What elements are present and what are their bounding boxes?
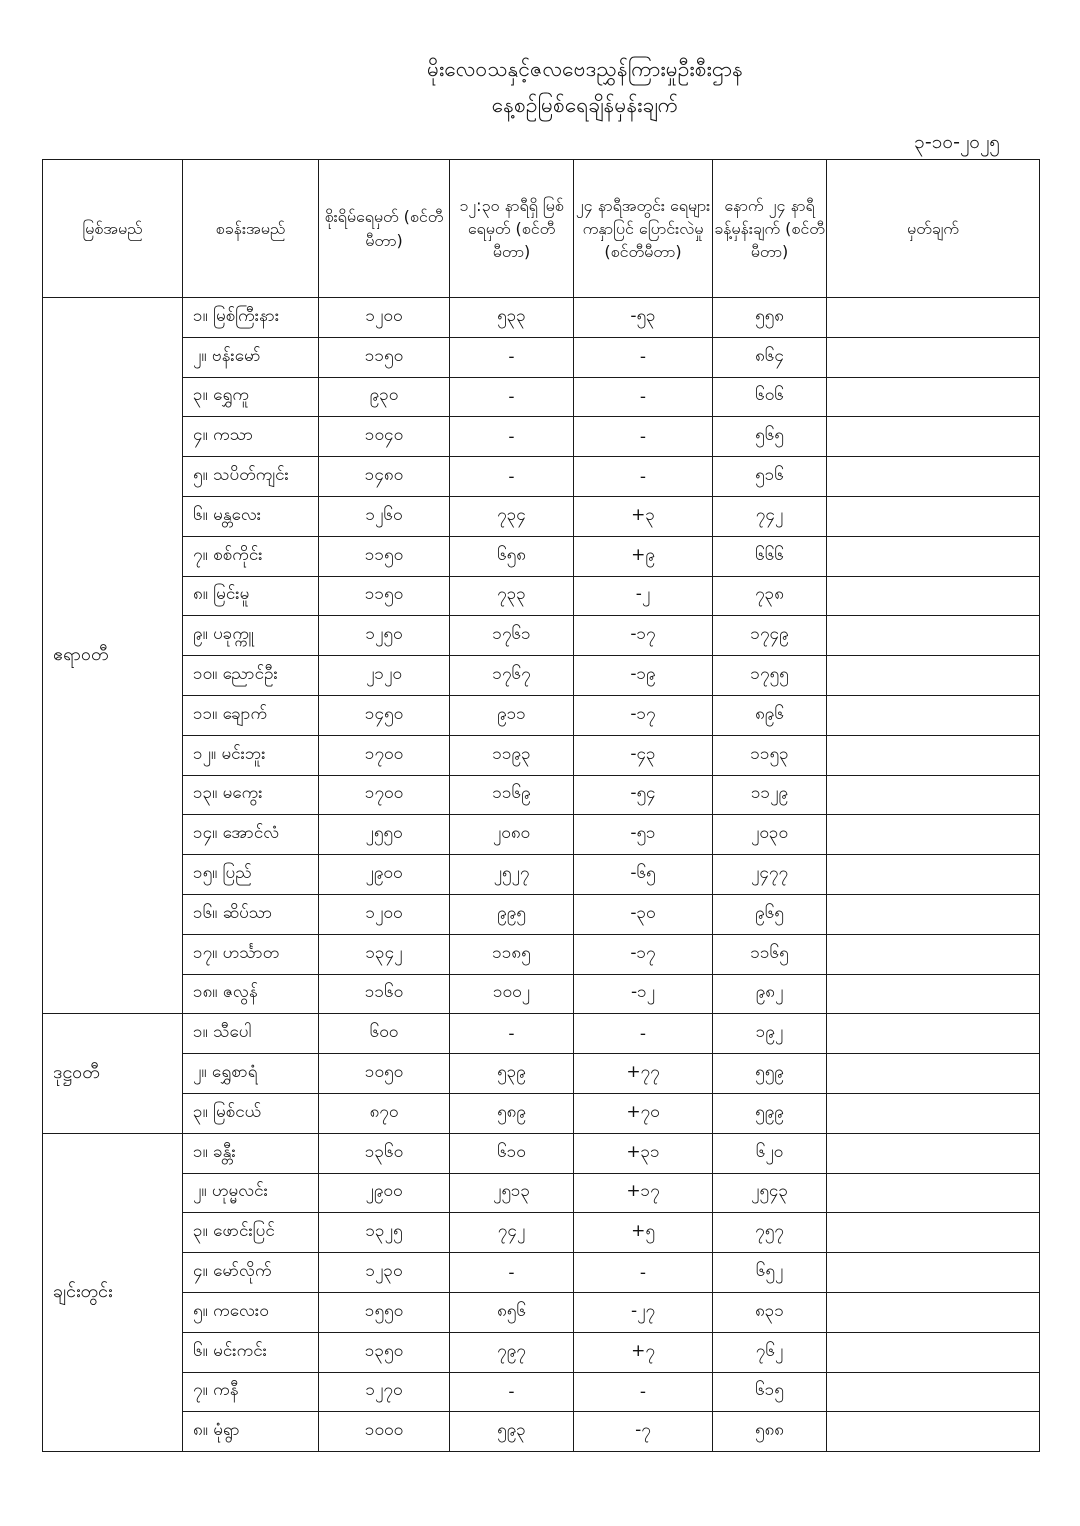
station-name: ၅။ သပိတ်ကျင်း xyxy=(183,457,319,497)
danger-level: ၈၇၀ xyxy=(319,1093,450,1133)
danger-level: ၁၂၆၀ xyxy=(319,496,450,536)
table-row xyxy=(43,1372,1040,1412)
table-row xyxy=(43,894,1040,934)
table-row xyxy=(43,1332,1040,1372)
station-name: ၁၆။ ဆိပ်သာ xyxy=(183,894,319,934)
level-change: -၂၇ xyxy=(574,1292,713,1332)
river-name: ဧရာဝတီ xyxy=(43,298,183,1014)
current-level: ၁၀၀၂ xyxy=(450,974,574,1014)
danger-level: ၁၇၀၀ xyxy=(319,735,450,775)
level-change: -၇ xyxy=(574,1412,713,1452)
danger-level: ၁၁၅၀ xyxy=(319,536,450,576)
current-level: ၅၃၃ xyxy=(450,298,574,338)
forecast-level: ၅၉၉ xyxy=(713,1093,827,1133)
level-change: -၅၃ xyxy=(574,298,713,338)
remark-cell xyxy=(827,735,1040,775)
station-name: ၁၁။ ချောက် xyxy=(183,695,319,735)
level-change: +၅ xyxy=(574,1213,713,1253)
level-change: - xyxy=(574,1014,713,1054)
remark-cell xyxy=(827,1292,1040,1332)
forecast-level: ၆၆၆ xyxy=(713,536,827,576)
forecast-level: ၅၆၅ xyxy=(713,417,827,457)
table-row xyxy=(43,496,1040,536)
station-name: ၁၈။ ဇလွန် xyxy=(183,974,319,1014)
forecast-level: ၉၆၅ xyxy=(713,894,827,934)
danger-level: ၁၄၅၀ xyxy=(319,695,450,735)
current-level: ၇၄၂ xyxy=(450,1213,574,1253)
station-name: ၁၂။ မင်းဘူး xyxy=(183,735,319,775)
forecast-level: ၆၅၂ xyxy=(713,1253,827,1293)
remark-cell xyxy=(827,934,1040,974)
table-row xyxy=(43,576,1040,616)
forecast-level: ၈၃၁ xyxy=(713,1292,827,1332)
table-row xyxy=(43,934,1040,974)
current-level: ၁၇၆၁ xyxy=(450,616,574,656)
remark-cell xyxy=(827,377,1040,417)
remark-cell xyxy=(827,1412,1040,1452)
river-name: ချင်းတွင်း xyxy=(43,1133,183,1451)
table-row xyxy=(43,298,1040,338)
current-level: - xyxy=(450,1014,574,1054)
col-header-river: မြစ်အမည် xyxy=(43,160,183,298)
current-level: ၁၁၉၃ xyxy=(450,735,574,775)
level-change: +၉ xyxy=(574,536,713,576)
remark-cell xyxy=(827,298,1040,338)
danger-level: ၁၂၀၀ xyxy=(319,894,450,934)
col-header-danger-level: စိုးရိမ်ရေမှတ် (စင်တီမီတာ) xyxy=(319,160,450,298)
station-name: ၃။ ရွှေကူ xyxy=(183,377,319,417)
station-name: ၂။ ဗန်းမော် xyxy=(183,337,319,377)
table-row xyxy=(43,616,1040,656)
danger-level: ၁၁၅၀ xyxy=(319,337,450,377)
station-name: ၁၄။ အောင်လံ xyxy=(183,815,319,855)
col-header-current-level: ၁၂:၃၀ နာရီရှိ မြစ်ရေမှတ် (စင်တီမီတာ) xyxy=(450,160,574,298)
danger-level: ၁၂၅၀ xyxy=(319,616,450,656)
danger-level: ၁၀၅၀ xyxy=(319,1054,450,1094)
station-name: ၇။ ကနီ xyxy=(183,1372,319,1412)
remark-cell xyxy=(827,695,1040,735)
remark-cell xyxy=(827,1054,1040,1094)
forecast-level: ၂၄၇၇ xyxy=(713,855,827,895)
current-level: ၅၉၃ xyxy=(450,1412,574,1452)
col-header-forecast: နောက် ၂၄ နာရီ ခန့်မှန်းချက် (စင်တီမီတာ) xyxy=(713,160,827,298)
station-name: ၃။ ဖောင်းပြင် xyxy=(183,1213,319,1253)
table-row xyxy=(43,337,1040,377)
level-change: +၁၇ xyxy=(574,1173,713,1213)
level-change: - xyxy=(574,1253,713,1293)
level-change: -၃၀ xyxy=(574,894,713,934)
level-change: +၃၁ xyxy=(574,1133,713,1173)
level-change: -၅၁ xyxy=(574,815,713,855)
remark-cell xyxy=(827,1133,1040,1173)
table-row xyxy=(43,1213,1040,1253)
current-level: ၁၁၈၅ xyxy=(450,934,574,974)
level-change: - xyxy=(574,377,713,417)
station-name: ၁၅။ ပြည် xyxy=(183,855,319,895)
table-header-row xyxy=(43,160,1040,298)
forecast-level: ၂၅၄၃ xyxy=(713,1173,827,1213)
station-name: ၆။ မန္တလေး xyxy=(183,496,319,536)
station-name: ၁။ ခန္တီး xyxy=(183,1133,319,1173)
level-change: - xyxy=(574,337,713,377)
table-row xyxy=(43,775,1040,815)
station-name: ၇။ စစ်ကိုင်း xyxy=(183,536,319,576)
danger-level: ၁၀၄၀ xyxy=(319,417,450,457)
remark-cell xyxy=(827,1173,1040,1213)
table-row xyxy=(43,457,1040,497)
current-level: ၉၁၁ xyxy=(450,695,574,735)
table-row xyxy=(43,974,1040,1014)
forecast-level: ၇၃၈ xyxy=(713,576,827,616)
current-level: - xyxy=(450,377,574,417)
forecast-level: ၈၆၄ xyxy=(713,337,827,377)
remark-cell xyxy=(827,1213,1040,1253)
station-name: ၁။ မြစ်ကြီးနား xyxy=(183,298,319,338)
forecast-level: ၉၈၂ xyxy=(713,974,827,1014)
current-level: ၂၅၁၃ xyxy=(450,1173,574,1213)
remark-cell xyxy=(827,1372,1040,1412)
level-change: -၄၃ xyxy=(574,735,713,775)
remark-cell xyxy=(827,1253,1040,1293)
danger-level: ၆၀၀ xyxy=(319,1014,450,1054)
forecast-level: ၈၉၆ xyxy=(713,695,827,735)
col-header-remark: မှတ်ချက် xyxy=(827,160,1040,298)
remark-cell xyxy=(827,855,1040,895)
station-name: ၂။ ရွှေစာရံ xyxy=(183,1054,319,1094)
danger-level: ၂၉၀၀ xyxy=(319,855,450,895)
table-row xyxy=(43,377,1040,417)
station-name: ၃။ မြစ်ငယ် xyxy=(183,1093,319,1133)
table-row xyxy=(43,855,1040,895)
table-row xyxy=(43,1253,1040,1293)
remark-cell xyxy=(827,417,1040,457)
remark-cell xyxy=(827,616,1040,656)
current-level: - xyxy=(450,417,574,457)
forecast-level: ၅၁၆ xyxy=(713,457,827,497)
forecast-level: ၆၀၆ xyxy=(713,377,827,417)
station-name: ၅။ ကလေးဝ xyxy=(183,1292,319,1332)
current-level: ၁၇၆၇ xyxy=(450,656,574,696)
current-level: - xyxy=(450,337,574,377)
remark-cell xyxy=(827,457,1040,497)
forecast-level: ၅၅၉ xyxy=(713,1054,827,1094)
page-subtitle: နေ့စဉ်မြစ်ရေချိန်မှန်းချက် xyxy=(491,93,679,117)
station-name: ၁၇။ ဟင်္သာတ xyxy=(183,934,319,974)
river-name: ဒုဋ္ဌဝတီ xyxy=(43,1014,183,1133)
col-header-24h-change: ၂၄ နာရီအတွင်း ရေများကနှာပြင် ပြောင်းလဲမှု (စင်တီမီတာ) xyxy=(574,160,713,298)
station-name: ၁၀။ ညောင်ဦး xyxy=(183,656,319,696)
danger-level: ၁၂၀၀ xyxy=(319,298,450,338)
level-change: - xyxy=(574,417,713,457)
forecast-level: ၁၉၂ xyxy=(713,1014,827,1054)
level-change: -၁၇ xyxy=(574,695,713,735)
level-change: -၆၅ xyxy=(574,855,713,895)
danger-level: ၉၃၀ xyxy=(319,377,450,417)
table-row xyxy=(43,735,1040,775)
remark-cell xyxy=(827,1014,1040,1054)
table-row xyxy=(43,1014,1040,1054)
danger-level: ၁၅၅၀ xyxy=(319,1292,450,1332)
remark-cell xyxy=(827,1332,1040,1372)
danger-level: ၁၃၄၂ xyxy=(319,934,450,974)
level-change: -၁၂ xyxy=(574,974,713,1014)
table-row xyxy=(43,1133,1040,1173)
forecast-level: ၁၇၄၉ xyxy=(713,616,827,656)
level-change: -၂ xyxy=(574,576,713,616)
level-change: +၇ xyxy=(574,1332,713,1372)
current-level: ၈၅၆ xyxy=(450,1292,574,1332)
remark-cell xyxy=(827,576,1040,616)
danger-level: ၁၁၅၀ xyxy=(319,576,450,616)
table-row xyxy=(43,815,1040,855)
remark-cell xyxy=(827,337,1040,377)
level-change: +၃ xyxy=(574,496,713,536)
current-level: ၇၉၇ xyxy=(450,1332,574,1372)
remark-cell xyxy=(827,894,1040,934)
danger-level: ၂၁၂၀ xyxy=(319,656,450,696)
remark-cell xyxy=(827,496,1040,536)
remark-cell xyxy=(827,974,1040,1014)
remark-cell xyxy=(827,536,1040,576)
forecast-level: ၅၈၈ xyxy=(713,1412,827,1452)
current-level: ၇၃၃ xyxy=(450,576,574,616)
current-level: ၆၁၀ xyxy=(450,1133,574,1173)
level-change: - xyxy=(574,1372,713,1412)
forecast-level: ၁၁၅၃ xyxy=(713,735,827,775)
danger-level: ၁၃၂၅ xyxy=(319,1213,450,1253)
current-level: ၉၉၅ xyxy=(450,894,574,934)
current-level: ၂၀၈၀ xyxy=(450,815,574,855)
forecast-level: ၂၀၃၀ xyxy=(713,815,827,855)
level-change: +၇၇ xyxy=(574,1054,713,1094)
station-name: ၄။ မော်လိုက် xyxy=(183,1253,319,1293)
page-title: မိုးလေဝသနှင့်ဇလဗေဒညွှန်ကြားမှုဦးစီးဌာန xyxy=(426,57,744,81)
danger-level: ၂၉၀၀ xyxy=(319,1173,450,1213)
remark-cell xyxy=(827,775,1040,815)
station-name: ၈။ မုံရွာ xyxy=(183,1412,319,1452)
table-body xyxy=(43,298,1040,1452)
level-change: -၁၇ xyxy=(574,934,713,974)
station-name: ၁၃။ မကွေး xyxy=(183,775,319,815)
danger-level: ၁၂၃၀ xyxy=(319,1253,450,1293)
table-row xyxy=(43,1412,1040,1452)
report-date: ၃-၁၀-၂၀၂၅ xyxy=(914,131,1000,153)
forecast-level: ၇၅၇ xyxy=(713,1213,827,1253)
forecast-level: ၁၁၆၅ xyxy=(713,934,827,974)
forecast-level: ၆၂၀ xyxy=(713,1133,827,1173)
current-level: - xyxy=(450,1372,574,1412)
current-level: - xyxy=(450,457,574,497)
current-level: ၇၃၄ xyxy=(450,496,574,536)
forecast-level: ၆၁၅ xyxy=(713,1372,827,1412)
current-level: ၁၁၆၉ xyxy=(450,775,574,815)
danger-level: ၁၀၀၀ xyxy=(319,1412,450,1452)
table-row xyxy=(43,1054,1040,1094)
table-row xyxy=(43,536,1040,576)
danger-level: ၁၄၈၀ xyxy=(319,457,450,497)
table-row xyxy=(43,656,1040,696)
station-name: ၄။ ကသာ xyxy=(183,417,319,457)
table-row xyxy=(43,1292,1040,1332)
level-change: - xyxy=(574,457,713,497)
current-level: ၅၃၉ xyxy=(450,1054,574,1094)
col-header-station: စခန်းအမည် xyxy=(183,160,319,298)
level-change: -၁၉ xyxy=(574,656,713,696)
station-name: ၈။ မြင်းမူ xyxy=(183,576,319,616)
level-change: -၁၇ xyxy=(574,616,713,656)
station-name: ၁။ သီပေါ xyxy=(183,1014,319,1054)
remark-cell xyxy=(827,815,1040,855)
remark-cell xyxy=(827,656,1040,696)
danger-level: ၂၅၅၀ xyxy=(319,815,450,855)
table-row xyxy=(43,417,1040,457)
forecast-level: ၇၄၂ xyxy=(713,496,827,536)
current-level: ၅၈၉ xyxy=(450,1093,574,1133)
current-level: ၆၅၈ xyxy=(450,536,574,576)
remark-cell xyxy=(827,1093,1040,1133)
station-name: ၂။ ဟုမ္မလင်း xyxy=(183,1173,319,1213)
danger-level: ၁၂၇၀ xyxy=(319,1372,450,1412)
danger-level: ၁၇၀၀ xyxy=(319,775,450,815)
danger-level: ၁၃၅၀ xyxy=(319,1332,450,1372)
forecast-level: ၅၅၈ xyxy=(713,298,827,338)
forecast-level: ၇၆၂ xyxy=(713,1332,827,1372)
current-level: - xyxy=(450,1253,574,1293)
forecast-level: ၁၇၅၅ xyxy=(713,656,827,696)
table-row xyxy=(43,1173,1040,1213)
table-row xyxy=(43,1093,1040,1133)
station-name: ၆။ မင်းကင်း xyxy=(183,1332,319,1372)
current-level: ၂၅၂၇ xyxy=(450,855,574,895)
level-change: -၅၄ xyxy=(574,775,713,815)
table-row xyxy=(43,695,1040,735)
level-change: +၇၀ xyxy=(574,1093,713,1133)
station-name: ၉။ ပခုက္ကူ xyxy=(183,616,319,656)
water-level-table xyxy=(42,159,1040,1452)
forecast-level: ၁၁၂၉ xyxy=(713,775,827,815)
danger-level: ၁၁၆၀ xyxy=(319,974,450,1014)
danger-level: ၁၃၆၀ xyxy=(319,1133,450,1173)
